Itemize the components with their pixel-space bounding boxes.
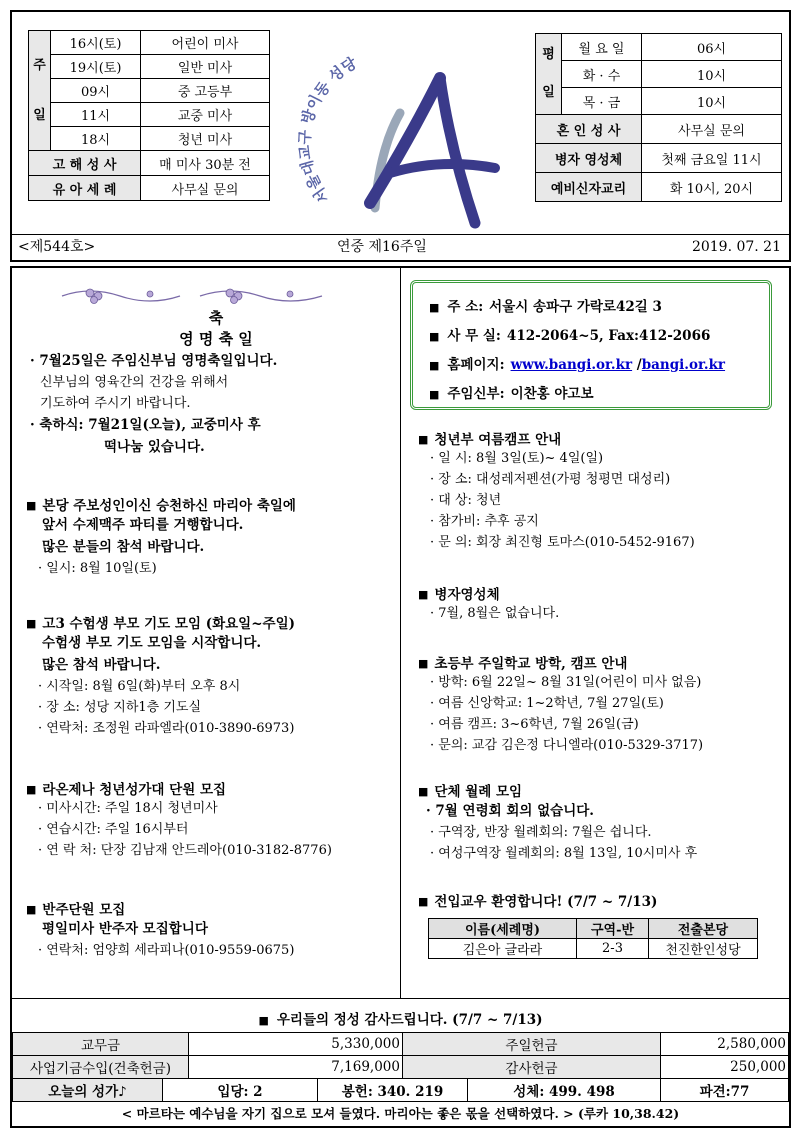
extra-label: 예비신자교리 bbox=[536, 173, 642, 202]
youth-camp-line: · 참가비: 추후 공지 bbox=[430, 514, 539, 529]
mass-desc: 중 고등부 bbox=[141, 79, 270, 103]
extra-value: 화 10시, 20시 bbox=[642, 173, 782, 202]
offerings-title-text: 우리들의 정성 감사드립니다. (7/7 ~ 7/13) bbox=[276, 1012, 543, 1028]
youth-camp-line: · 대 상: 청년 bbox=[430, 493, 502, 508]
youth-camp-section bbox=[418, 428, 788, 553]
assumption-line: 앞서 수제맥주 파티를 거행합니다. bbox=[42, 517, 244, 533]
offering-label: 사업기금수입(건축헌금) bbox=[13, 1056, 189, 1079]
choir-section bbox=[26, 778, 396, 861]
parish-logo bbox=[290, 18, 510, 243]
address-row: ■ 주 소: 서울시 송파구 가락로42길 3 bbox=[429, 299, 662, 315]
pastor-row: ■ 주임신부: 이찬홍 야고보 bbox=[429, 386, 594, 402]
offerings-title: ■ 우리들의 정성 감사드립니다. (7/7 ~ 7/13) bbox=[258, 1012, 543, 1028]
mass-desc: 청년 미사 bbox=[141, 127, 270, 151]
exam-prayer-section bbox=[26, 612, 396, 739]
hymn-recessional: 파견:77 bbox=[661, 1079, 789, 1102]
sunday-school-title: ■ 초등부 주일학교 방학, 캠프 안내 bbox=[418, 652, 788, 672]
choir-title: ■ 라온제나 청년성가대 단원 모집 bbox=[26, 778, 396, 798]
choir-line: · 미사시간: 주일 18시 청년미사 bbox=[38, 801, 218, 816]
accompanist-line: · 연락처: 엄양희 세라피나(010-9559-0675) bbox=[38, 943, 295, 958]
offering-value: 5,330,000 bbox=[189, 1033, 403, 1056]
mass-time: 16시(토) bbox=[51, 31, 141, 55]
column-divider bbox=[400, 268, 401, 998]
extra-value: 사무실 문의 bbox=[642, 115, 782, 144]
weekday-mass-table bbox=[535, 33, 782, 202]
sunday-school-line: · 여름 캠프: 3~6학년, 7월 26일(금) bbox=[430, 717, 639, 732]
homepage-row: ■ 홈페이지: www.bangi.or.kr /bangi.or.kr bbox=[429, 357, 726, 373]
feast-section bbox=[26, 308, 386, 458]
issue-bar bbox=[12, 234, 789, 260]
exam-prayer-title: ■ 고3 수험생 부모 기도 모임 (화요일~주일) bbox=[26, 612, 396, 632]
newcomer-district: 2-3 bbox=[577, 939, 649, 959]
newcomers-title: ■ 전입교우 환영합니다! (7/7 ~ 7/13) bbox=[418, 890, 788, 910]
feast-line: 기도하여 주시기 바랍니다. bbox=[40, 396, 191, 411]
offering-value: 7,169,000 bbox=[189, 1056, 403, 1079]
newcomer-name: 김은아 글라라 bbox=[429, 939, 577, 959]
infant-baptism-value: 사무실 문의 bbox=[141, 176, 270, 201]
sunday-school-line: · 문의: 교감 김은정 다니엘라(010-5329-3717) bbox=[430, 738, 704, 753]
newcomers-header: 구역-반 bbox=[577, 919, 649, 939]
assumption-line: 많은 분들의 참석 바랍니다. bbox=[42, 539, 205, 555]
homepage-link-2[interactable]: bangi.or.kr bbox=[641, 357, 726, 373]
extra-value: 첫째 금요일 11시 bbox=[642, 144, 782, 173]
feast-line: 신부님의 영육간의 건강을 위해서 bbox=[40, 375, 229, 390]
extra-label: 혼 인 성 사 bbox=[536, 115, 642, 144]
address-label: 주 소: bbox=[447, 299, 484, 315]
monthly-meeting-line: · 7월 연령회 회의 없습니다. bbox=[426, 803, 595, 819]
confession-label: 고 해 성 사 bbox=[29, 151, 141, 176]
youth-camp-title: ■ 청년부 여름캠프 안내 bbox=[418, 428, 788, 448]
accompanist-line: 평일미사 반주자 모집합니다 bbox=[42, 921, 208, 937]
gospel-quote: < 마르타는 예수님을 자기 집으로 모셔 들였다. 마리아는 좋은 몫을 선택하였다. > (루카 10,38.42) bbox=[121, 1106, 680, 1121]
newcomers-header: 전출본당 bbox=[649, 919, 758, 939]
youth-camp-line: · 문 의: 회장 최진형 토마스(010-5452-9167) bbox=[430, 535, 695, 550]
extra-label: 병자 영성체 bbox=[536, 144, 642, 173]
table-row bbox=[429, 939, 758, 959]
feast-title-2: 영 명 축 일 bbox=[179, 330, 253, 348]
newcomers-header: 이름(세례명) bbox=[429, 919, 577, 939]
newcomers-section bbox=[418, 890, 788, 910]
mass-time: 11시 bbox=[51, 103, 141, 127]
infant-baptism-label: 유 아 세 례 bbox=[29, 176, 141, 201]
flower-decoration bbox=[60, 282, 330, 306]
accompanist-title: ■ 반주단원 모집 bbox=[26, 898, 396, 918]
feast-line: · 7월25일은 주임신부님 영명축일입니다. bbox=[30, 353, 278, 369]
choir-line: · 연 락 처: 단장 김남재 안드레아(010-3182-8776) bbox=[38, 843, 332, 858]
hymn-entrance: 입당: 2 bbox=[163, 1079, 318, 1102]
mass-desc: 어린이 미사 bbox=[141, 31, 270, 55]
weekday-label: 평 일 bbox=[536, 34, 562, 115]
homepage-label: 홈페이지: bbox=[447, 357, 505, 373]
monthly-meeting-line: · 여성구역장 월례회의: 8월 13일, 10시미사 후 bbox=[430, 846, 698, 861]
offering-label: 주일헌금 bbox=[403, 1033, 661, 1056]
sunday-mass-table bbox=[28, 30, 270, 201]
weekday-day: 월 요 일 bbox=[562, 34, 642, 61]
mass-desc: 교중 미사 bbox=[141, 103, 270, 127]
office-row: ■ 사 무 실: 412-2064~5, Fax:412-2066 bbox=[429, 328, 711, 344]
offering-value: 250,000 bbox=[661, 1056, 789, 1079]
weekday-time: 10시 bbox=[642, 61, 782, 88]
offerings-divider bbox=[12, 998, 789, 999]
choir-line: · 연습시간: 주일 16시부터 bbox=[38, 822, 189, 837]
parish-info-box bbox=[410, 280, 772, 410]
bulletin-date: 2019. 07. 21 bbox=[691, 239, 781, 255]
weekday-day: 목 · 금 bbox=[562, 88, 642, 115]
weekday-time: 10시 bbox=[642, 88, 782, 115]
sick-communion-section bbox=[418, 583, 788, 624]
mass-desc: 일반 미사 bbox=[141, 55, 270, 79]
weekday-day: 화 · 수 bbox=[562, 61, 642, 88]
sick-communion-title: ■ 병자영성체 bbox=[418, 583, 788, 603]
youth-camp-line: · 일 시: 8월 3일(토)~ 4일(일) bbox=[430, 451, 604, 466]
offerings-table bbox=[12, 1032, 789, 1079]
assumption-title: ■ 본당 주보성인이신 승천하신 마리아 축일에 bbox=[26, 494, 396, 514]
youth-camp-line: · 장 소: 대성레저펜션(가평 청평면 대성리) bbox=[430, 472, 671, 487]
newcomers-table bbox=[428, 918, 758, 959]
newcomer-parish: 천진한인성당 bbox=[649, 939, 758, 959]
accompanist-section bbox=[26, 898, 396, 961]
exam-prayer-line: · 장 소: 성당 지하1층 기도실 bbox=[38, 700, 202, 715]
assumption-section bbox=[26, 494, 396, 579]
assumption-line: · 일시: 8월 10일(토) bbox=[38, 561, 157, 576]
homepage-link-1[interactable]: www.bangi.or.kr bbox=[510, 357, 633, 373]
feast-title-1: 축 bbox=[208, 309, 224, 327]
sunday-label: 주 일 bbox=[29, 31, 51, 151]
flower-vine-icon bbox=[60, 282, 330, 306]
confession-value: 매 미사 30분 전 bbox=[141, 151, 270, 176]
monthly-meeting-title: ■ 단체 월례 모임 bbox=[418, 780, 788, 800]
mass-time: 18시 bbox=[51, 127, 141, 151]
pastor-value: 이찬홍 야고보 bbox=[510, 386, 594, 402]
office-label: 사 무 실: bbox=[447, 328, 501, 344]
liturgical-week: 연중 제16주일 bbox=[337, 239, 427, 255]
feast-line: 떡나눔 있습니다. bbox=[104, 439, 205, 455]
offering-label: 감사헌금 bbox=[403, 1056, 661, 1079]
hymns-label: 오늘의 성가♪ bbox=[13, 1079, 163, 1102]
logo-graphic bbox=[290, 18, 510, 243]
exam-prayer-line: · 시작일: 8월 6일(화)부터 오후 8시 bbox=[38, 679, 241, 694]
homepage-separator: / bbox=[632, 357, 642, 373]
sunday-school-line: · 방학: 6월 22일~ 8월 31일(어린이 미사 없음) bbox=[430, 675, 702, 690]
mass-time: 19시(토) bbox=[51, 55, 141, 79]
hymns-table bbox=[12, 1078, 789, 1102]
exam-prayer-line: · 연락처: 조정원 라파엘라(010-3890-6973) bbox=[38, 721, 295, 736]
office-value: 412-2064~5, Fax:412-2066 bbox=[506, 328, 711, 344]
sick-communion-line: · 7월, 8월은 없습니다. bbox=[430, 606, 560, 621]
weekday-time: 06시 bbox=[642, 34, 782, 61]
offering-label: 교무금 bbox=[13, 1033, 189, 1056]
mass-time: 09시 bbox=[51, 79, 141, 103]
offering-value: 2,580,000 bbox=[661, 1033, 789, 1056]
exam-prayer-line: 수험생 부모 기도 모임을 시작합니다. bbox=[42, 635, 262, 651]
exam-prayer-line: 많은 참석 바랍니다. bbox=[42, 657, 161, 673]
address-value: 서울시 송파구 가락로42길 3 bbox=[489, 299, 662, 315]
hymn-offertory: 봉헌: 340. 219 bbox=[318, 1079, 468, 1102]
issue-number: <제544호> bbox=[18, 239, 96, 255]
logo-text: 서울대교구 방이동 성당 bbox=[295, 53, 360, 207]
hymn-communion: 성체: 499. 498 bbox=[468, 1079, 661, 1102]
pastor-label: 주임신부: bbox=[447, 386, 505, 402]
sunday-school-line: · 여름 신앙학교: 1~2학년, 7월 27일(토) bbox=[430, 696, 664, 711]
monthly-meeting-section bbox=[418, 780, 788, 864]
sunday-school-section bbox=[418, 652, 788, 756]
feast-line: · 축하식: 7월21일(오늘), 교중미사 후 bbox=[30, 417, 261, 433]
monthly-meeting-line: · 구역장, 반장 월례회의: 7월은 쉽니다. bbox=[430, 825, 652, 840]
